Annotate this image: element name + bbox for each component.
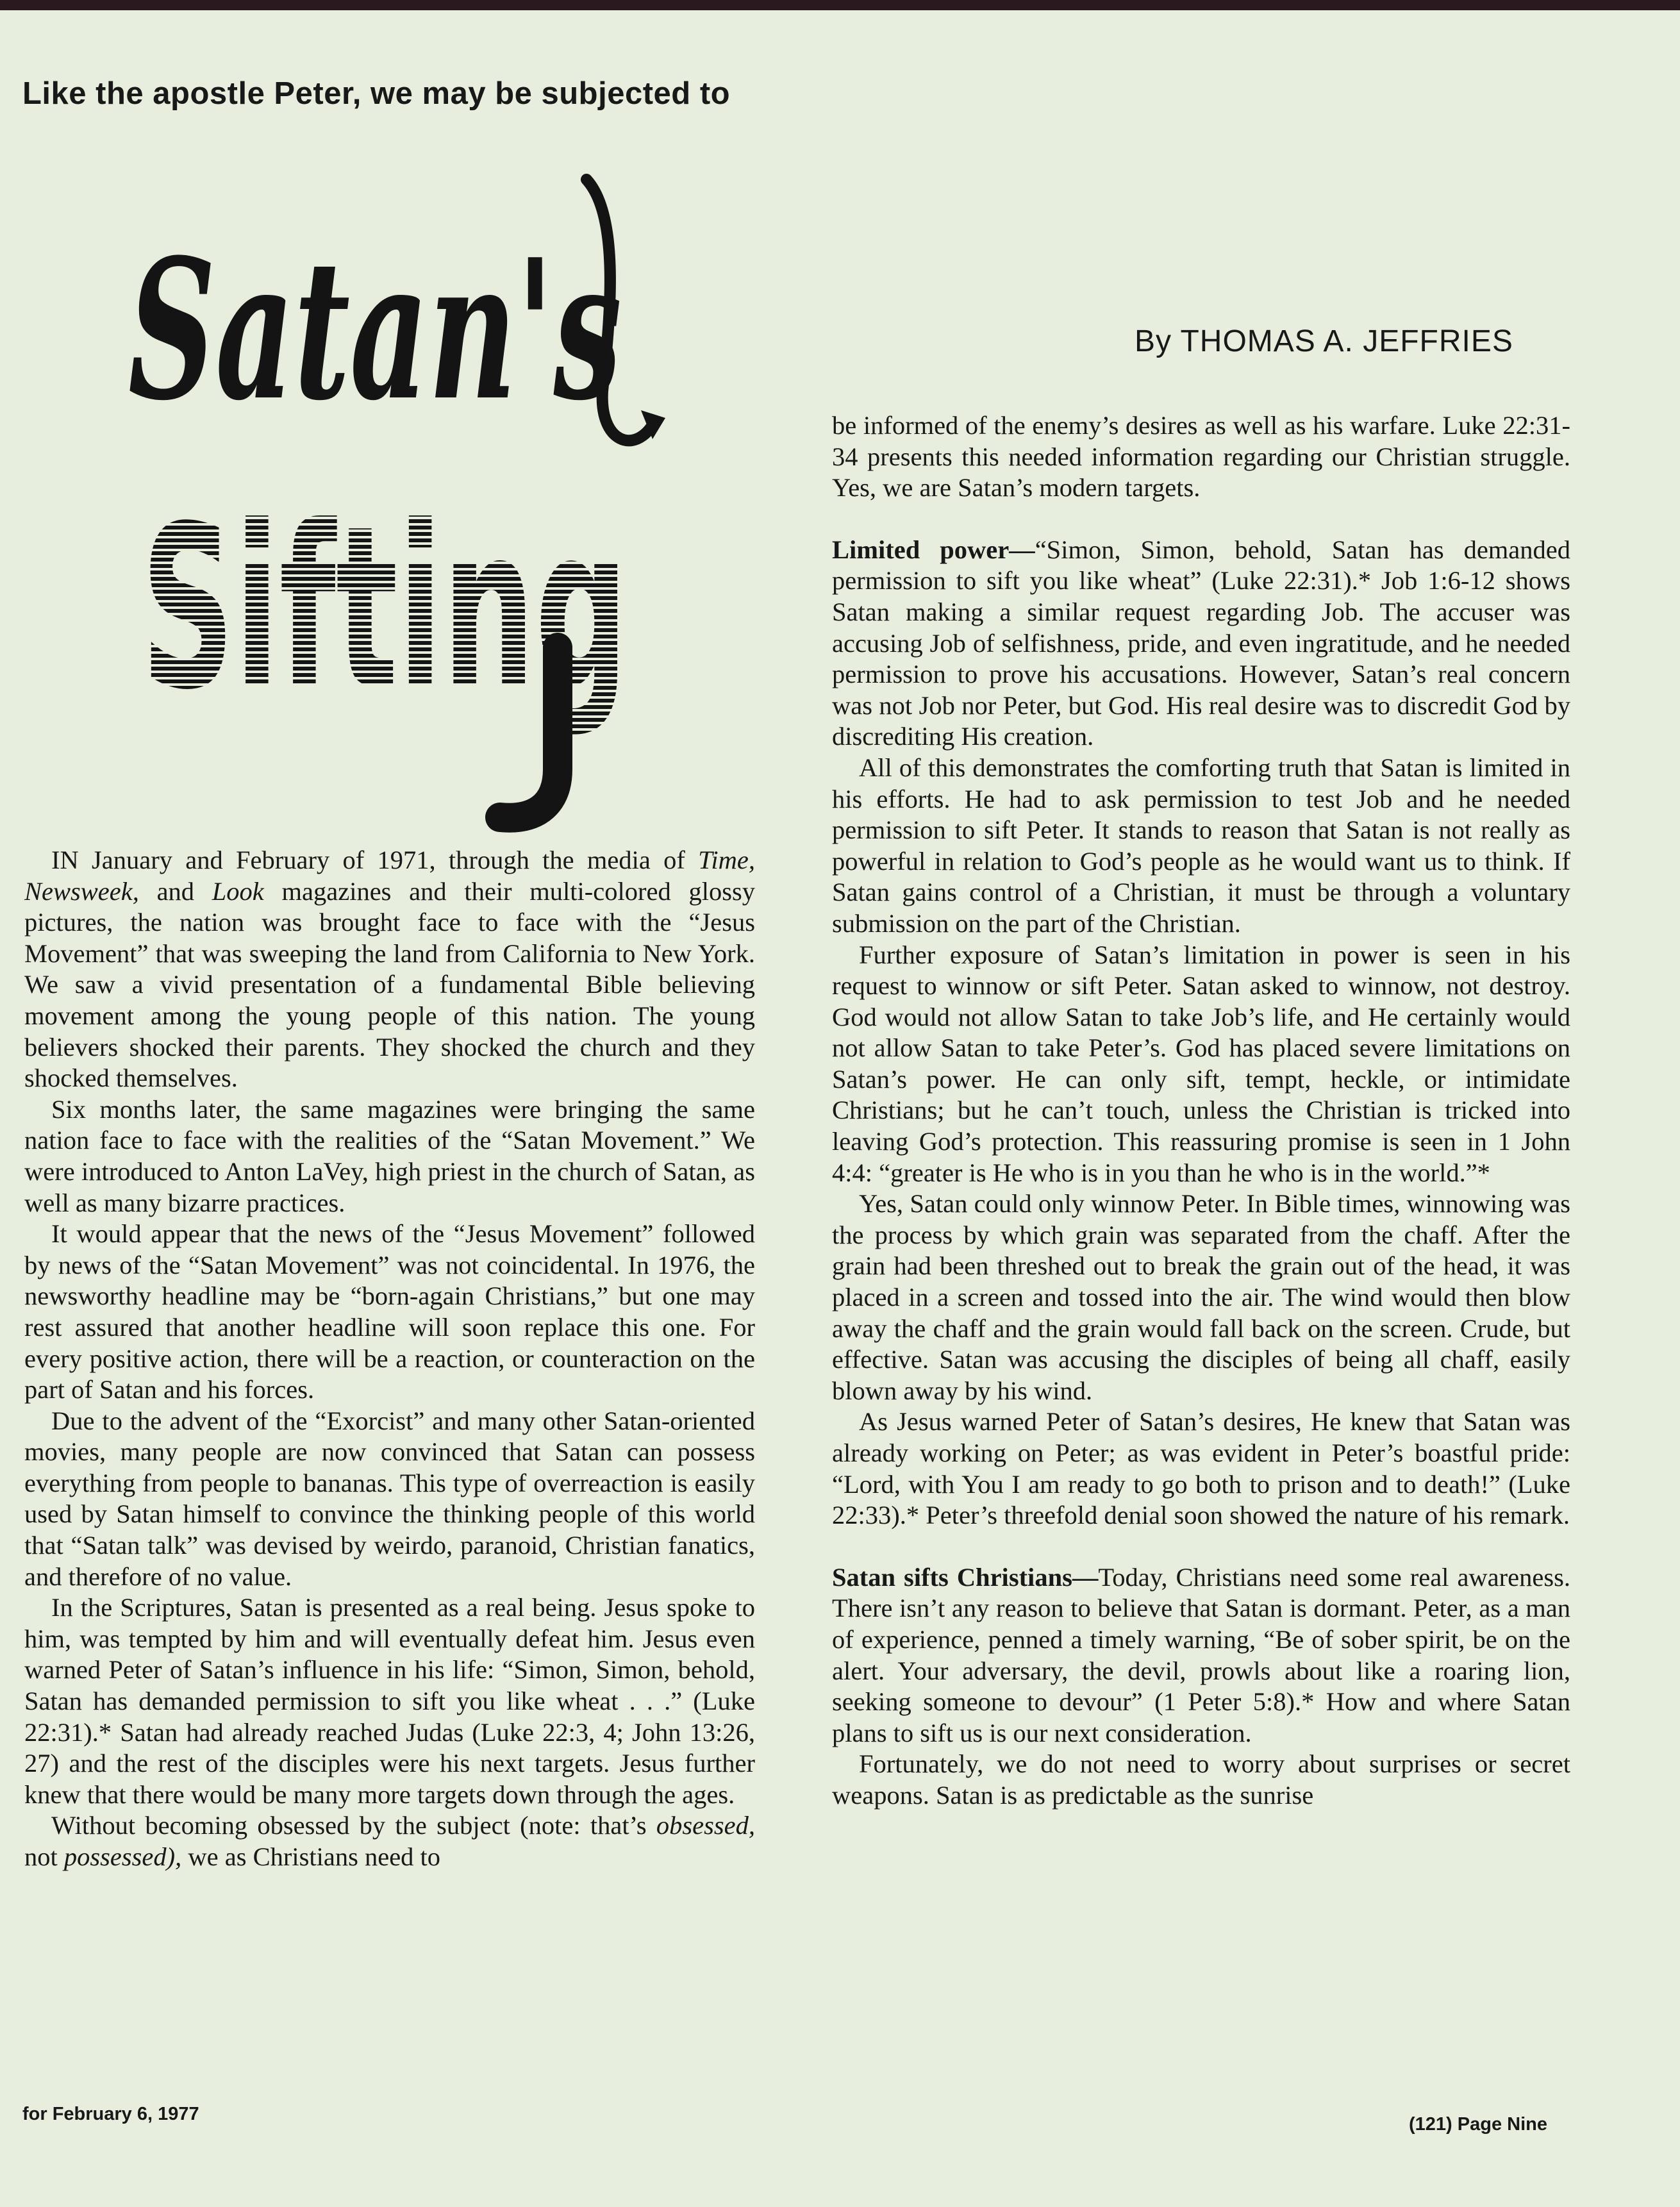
- paragraph: Six months later, the same magazines were bringing the same nation face to face with the realities of the “Satan Movement.” We were introduced to Anton LaVey, high priest in the church of Satan, as well as many bizarre practices.: [24, 1094, 755, 1217]
- paragraph: IN January and February of 1971, through the media of Time, Newsweek, and Look magazines and their multi-colored glossy pictures, the nation was brought face to face with the “Jesus Movement” that was sweeping the land from California to New York. We saw a vivid presentation of a fundamental Bible believing movement among the young people of this nation. The young believers shocked their parents. They shocked the church and they shocked themselves.: [24, 845, 755, 1093]
- footer-page-number: (121) Page Nine: [1409, 2114, 1547, 2135]
- title-line-satans: Satan's: [128, 217, 622, 443]
- paragraph: Satan sifts Christians—Today, Christians need some real awareness. There isn’t any reason to believe that Satan is dormant. Peter, as a man of experience, penned a timely warning, “Be of sober spirit, be on the alert. Your adversary, the devil, prowls about like a roaring lion, seeking someone to devour” (1 Peter 5:8).* How and where Satan plans to sift us is our next consideration.: [832, 1562, 1570, 1747]
- section-heading-limited-power: Limited power—: [832, 535, 1035, 564]
- magazine-names: Time, Newsweek,: [24, 845, 755, 906]
- paragraph: Without becoming obsessed by the subject (note: that’s obsessed, not possessed), we as Christians need to: [24, 1811, 755, 1871]
- title-line-sifting: Sifting: [141, 478, 629, 739]
- kicker-headline: Like the apostle Peter, we may be subjected to: [22, 76, 731, 111]
- article-column-left: [24, 845, 755, 1873]
- paragraph: Yes, Satan could only winnow Peter. In Bible times, winnowing was the process by which grain was separated from the chaff. After the grain had been threshed out to break the grain out of the head, it was placed in a screen and tossed into the air. The wind would then blow away the chaff and the grain would fall back on the screen. Crude, but effective. Satan was accusing the disciples of being all chaff, easily blown away by his wind.: [832, 1189, 1570, 1405]
- magazine-name: Look: [212, 876, 264, 906]
- article-column-right: [832, 410, 1570, 1811]
- paragraph: be informed of the enemy’s desires as well as his warfare. Luke 22:31-34 presents this needed information regarding our Christian struggle. Yes, we are Satan’s modern targets.: [832, 411, 1570, 503]
- paragraph: Limited power—“Simon, Simon, behold, Satan has demanded permission to sift you like wheat” (Luke 22:31).* Job 1:6-12 shows Satan making a similar request regarding Job. The accuser was accusing Job of selfishness, pride, and even ingratitude, and he needed permission to prove his accusations. However, Satan’s real concern was not Job nor Peter, but God. His real desire was to discredit God by discrediting His creation.: [832, 535, 1571, 751]
- paragraph: As Jesus warned Peter of Satan’s desires, He knew that Satan was already working on Peter; as was evident in Peter’s boastful pride: “Lord, with You I am ready to go both to prison and to death!” (Luke 22:33).* Peter’s threefold denial soon showed the nature of his remark.: [832, 1407, 1570, 1530]
- paragraph: In the Scriptures, Satan is presented as a real being. Jesus spoke to him, was tempted by him and will eventually defeat him. Jesus even warned Peter of Satan’s influence in his life: “Simon, Simon, behold, Satan has demanded permission to sift you like wheat . . .” (Luke 22:31).* Satan had already reached Judas (Luke 22:3, 4; John 13:26, 27) and the rest of the disciples were his next targets. Jesus further knew that there would be many more targets down through the ages.: [24, 1593, 755, 1809]
- footer-date: for February 6, 1977: [22, 2104, 199, 2124]
- paragraph: All of this demonstrates the comforting truth that Satan is limited in his efforts. He had to ask permission to test Job and he needed permission to sift Peter. It stands to reason that Satan is not really as powerful in relation to God’s people as he would want us to think. If Satan gains control of a Christian, it must be through a voluntary submission on the part of the Christian.: [832, 753, 1570, 938]
- title-art: [115, 122, 667, 840]
- paragraph: It would appear that the news of the “Jesus Movement” followed by news of the “Satan Movement” was not coincidental. In 1976, the newsworthy headline may be “born-again Christians,” but one may rest assured that another headline will soon replace this one. For every positive action, there will be a reaction, or counteraction on the part of Satan and his forces.: [24, 1219, 755, 1404]
- byline: By THOMAS A. JEFFRIES: [1135, 324, 1513, 358]
- paragraph: Due to the advent of the “Exorcist” and many other Satan-oriented movies, many people are now convinced that Satan can possess everything from people to bananas. This type of overreaction is easily used by Satan himself to convince the thinking people of this world that “Satan talk” was devised by weirdo, paranoid, Christian fanatics, and therefore of no value.: [24, 1406, 755, 1591]
- paragraph: Further exposure of Satan’s limitation in power is seen in his request to winnow or sift Peter. Satan asked to winnow, not destroy. God would not allow Satan to take Job’s life, and He certainly would not allow Satan to take Peter’s. God has placed severe limitations on Satan’s power. He can only sift, tempt, heckle, or intimidate Christians; but he can’t touch, unless the Christian is tricked into leaving God’s protection. This reassuring promise is seen in 1 John 4:4: “greater is He who is in you than he who is in the world.”*: [832, 940, 1570, 1187]
- page-top-edge: [0, 0, 1680, 10]
- section-heading-satan-sifts: Satan sifts Christians—: [832, 1562, 1099, 1592]
- paragraph: Fortunately, we do not need to worry about surprises or secret weapons. Satan is as predictable as the sunrise: [832, 1749, 1570, 1810]
